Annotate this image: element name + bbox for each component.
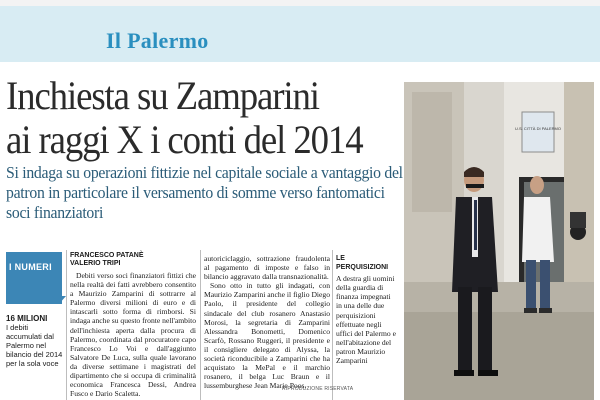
- column-divider: [332, 250, 333, 400]
- section-band: [0, 6, 600, 62]
- caption-text: A destra gli uomini della guardia di finanza impegnati in una delle due perquisizioni effettuate negli uffici del Palermo e nell'abitazione del patron Maurizio Zamparini: [336, 274, 396, 366]
- headline-line-2: ai raggi X i conti del 2014: [6, 117, 363, 162]
- byline-author-2: VALERIO TRIPI: [70, 260, 121, 267]
- news-photo: [404, 82, 594, 400]
- standfirst: Si indaga su operazioni fittizie nel capitale sociale a vantaggio del patron in particolare il versamento di somme verso fantomatici soci finanziatori: [6, 163, 403, 222]
- article-paragraph: Debiti verso soci finanziatori fittizi che nella realtà dei fatti avrebbero consentito a Maurizio Zamparini di sottrarre al Palermo diversi milioni di euro e di intascarli sotto forma di rimborsi. Si indaga anche su questo fronte nell'ambito dell'inchiesta aperta dalla procura di Palermo, coordinata dal procuratore capo Francesco Lo Voi e dall'aggiunto Salvatore De Luca, sulla quale lavorano da diverse settimane i magistrati del dipartimento che si occupa di criminalità economica Francesca Dessì, Andrea Fusco e Dario Scaletta.: [70, 271, 196, 399]
- column-divider: [66, 250, 67, 400]
- article-paragraph: Sono otto in tutto gli indagati, con Maurizio Zamparini anche il figlio Diego Paolo, il presidente del collegio sindacale del club rosanero Anastasio Morosi, la segretaria di Zamparini Alessandra Bonometti, Domenico Scarfò, Rossano Ruggeri, il presidente e il consigliere delegato di Alyssa, la società riconducibile a Zamparini che ha acquistato la MePal e il marchio rosanero, il belga Luc Braun e il lussemburghese Jean Marie Poos.: [204, 281, 330, 391]
- byline: [70, 252, 144, 268]
- caption-heading: LE PERQUISIZIONI: [336, 255, 389, 272]
- stat-text: I debiti accumulati dal Palermo nel bilancio del 2014 per la sola voce: [6, 323, 63, 368]
- article-column-1: [70, 271, 196, 398]
- article-column-2: [204, 254, 330, 390]
- stat-block: [6, 314, 66, 368]
- headline: [6, 74, 369, 162]
- numbers-box-pointer: [52, 296, 66, 304]
- column-divider: [200, 250, 201, 400]
- photo-sign-text: U.S. CITTÀ DI PALERMO: [515, 126, 561, 131]
- byline-author-1: FRANCESCO PATANÈ: [70, 252, 144, 259]
- divider: [0, 64, 600, 68]
- numbers-box-label: I NUMERI: [9, 262, 52, 272]
- article-paragraph: autoriciclaggio, sottrazione fraudolenta al pagamento di imposte e falso in bilancio aggravato dalla transnazionalità.: [204, 254, 330, 282]
- copyright-note: RIPRODUZIONE RISERVATA: [282, 386, 354, 392]
- photo-caption: [336, 254, 398, 365]
- stat-value: 16 MILIONI: [6, 314, 48, 323]
- section-title: Il Palermo: [106, 28, 209, 53]
- headline-line-1: Inchiesta su Zamparini: [6, 73, 319, 118]
